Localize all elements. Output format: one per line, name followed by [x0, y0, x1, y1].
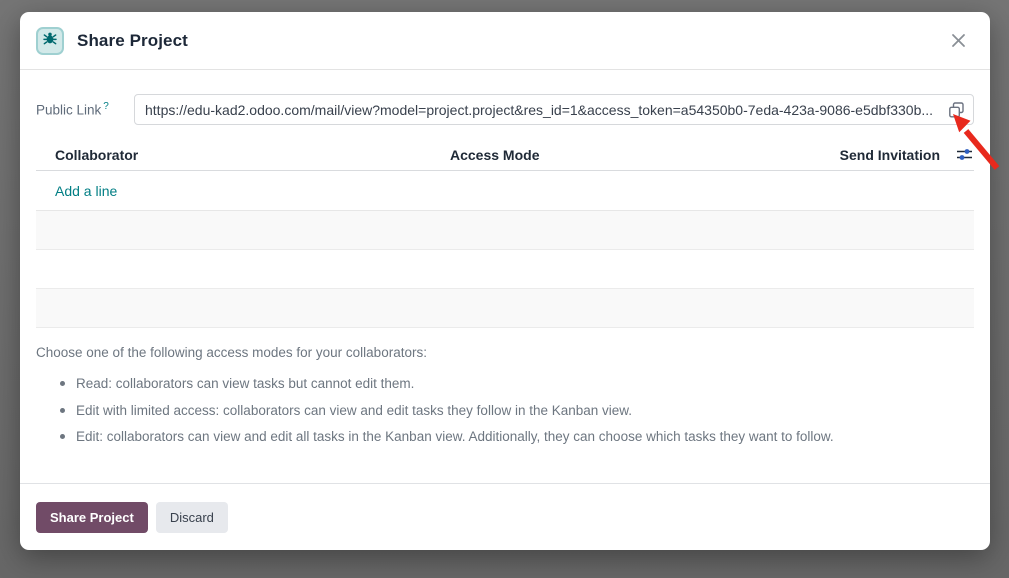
- column-header-send-invitation: Send Invitation: [839, 146, 940, 163]
- bug-icon: [42, 30, 58, 51]
- public-link-input[interactable]: [134, 94, 974, 125]
- access-mode-list: [60, 374, 974, 447]
- project-app-badge: [36, 27, 64, 55]
- optional-columns-button[interactable]: [940, 147, 974, 162]
- access-mode-edit-limited: Edit with limited access: collaborators can view and edit tasks they follow in the Kanban view.: [60, 401, 974, 421]
- discard-button[interactable]: Discard: [156, 502, 228, 533]
- dialog-footer: [20, 483, 990, 550]
- share-project-dialog: [20, 12, 990, 550]
- public-link-label: Public Link ?: [36, 101, 109, 118]
- help-intro-text: Choose one of the following access modes for your collaborators:: [36, 345, 427, 360]
- table-header-row: [36, 139, 974, 171]
- column-header-access-mode: Access Mode: [450, 146, 540, 163]
- public-link-input-group: [134, 94, 974, 125]
- public-link-field-row: [36, 94, 974, 125]
- collaborators-table: [36, 139, 974, 328]
- sliders-icon: [956, 150, 973, 165]
- access-mode-edit: Edit: collaborators can view and edit all tasks in the Kanban view. Additionally, they can choose which tasks they want to follow.: [60, 427, 974, 447]
- access-modes-help: [36, 345, 974, 447]
- help-tooltip-marker[interactable]: ?: [103, 101, 109, 113]
- column-header-collaborator: Collaborator: [55, 146, 139, 163]
- copy-icon: [948, 106, 965, 121]
- dialog-header: [20, 12, 990, 70]
- add-line-row: [36, 171, 974, 211]
- copy-link-button[interactable]: [946, 99, 967, 120]
- access-mode-read: Read: collaborators can view tasks but cannot edit them.: [60, 374, 974, 394]
- dialog-title: Share Project: [77, 30, 188, 50]
- close-icon: [949, 38, 968, 53]
- add-a-line-link[interactable]: Add a line: [55, 182, 118, 199]
- close-button[interactable]: [945, 27, 972, 54]
- empty-table-row: [36, 211, 974, 250]
- dialog-body: [20, 70, 990, 447]
- share-project-button[interactable]: Share Project: [36, 502, 148, 533]
- empty-table-row: [36, 289, 974, 328]
- empty-table-row: [36, 250, 974, 289]
